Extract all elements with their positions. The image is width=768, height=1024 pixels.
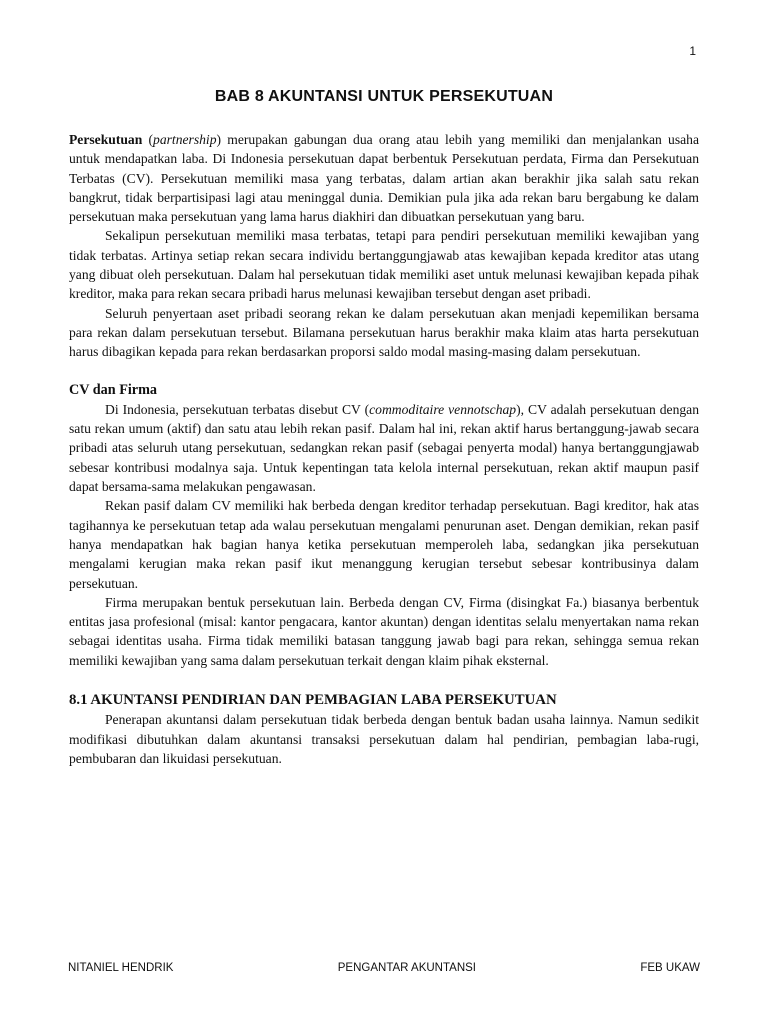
paragraph-2: Sekalipun persekutuan memiliki masa terbatas, tetapi para pendiri persekutuan memiliki kewajiban yang tidak terbatas. Artinya setiap rekan secara individu bertanggungjawab atas kewajiban kepada kreditor atas utang yang dibuat oleh persekutuan. Dalam hal persekutuan tidak memiliki aset untuk melunasi kewajiban kepada pihak kreditor, maka para rekan secara pribadi harus melunasi kewajiban tersebut dengan aset pribadi.: [69, 228, 699, 302]
chapter-title: BAB 8 AKUNTANSI UNTUK PERSEKUTUAN: [214, 88, 554, 105]
footer-course: PENGANTAR AKUNTANSI: [337, 962, 477, 974]
footer-author: NITANIEL HENDRIK: [68, 962, 174, 974]
paragraph-3: Seluruh penyertaan aset pribadi seorang rekan ke dalam persekutuan akan menjadi kepemilikan bersama para rekan dalam persekutuan tersebut. Bilamana persekutuan harus berakhir maka klaim atas harta persekutuan harus dibagikan kepada para rekan berdasarkan proporsi saldo modal masing-masing dalam persekutuan.: [69, 305, 699, 360]
document-body: [69, 130, 699, 768]
intro-paragraph: [69, 130, 699, 226]
intro-term-en: partnership: [153, 132, 217, 147]
section-8-1-paragraph: Penerapan akuntansi dalam persekutuan tidak berbeda dengan bentuk badan usaha lainnya. Namun sedikit modifikasi dibutuhkan dalam akuntansi transaksi persekutuan dalam hal pendirian, pembagian laba-rugi, pembubaran dan likuidasi persekutuan.: [69, 712, 699, 766]
cv-p1-a: Di Indonesia, persekutuan terbatas disebut CV (: [105, 401, 370, 417]
section-heading-8-1: 8.1 AKUNTANSI PENDIRIAN DAN PEMBAGIAN LABA PERSEKUTUAN: [69, 692, 557, 709]
cv-paragraph-1: [69, 400, 699, 496]
footer-institution: FEB UKAW: [640, 962, 700, 974]
intro-rest: ) merupakan gabungan dua orang atau lebih yang memiliki dan menjalankan usaha untuk mendapatkan laba. Di Indonesia persekutuan dapat berbentuk Persekutuan perdata, Firma dan Persekutuan Terbatas (CV). Persekutuan memiliki masa yang terbatas, dalam artian akan berakhir jika salah satu rekan bangkrut, tidak berpartisipasi lagi atau meninggal dunia. Demikian pula jika ada rekan baru bergabung ke dalam persekutuan maka persekutuan yang lama harus diakhiri dan dibuatkan persekutuan yang baru.: [69, 132, 699, 225]
page-footer: [68, 962, 700, 974]
cv-paragraph-3: Firma merupakan bentuk persekutuan lain. Berbeda dengan CV, Firma (disingkat Fa.) biasanya berbentuk entitas jasa profesional (misal: kantor pengacara, kantor akuntan) dengan identitas selalu menyertakan nama rekan sebagai identitas usaha. Firma tidak memiliki batasan tanggung jawab bagi para rekan, sehingga semua rekan memiliki kewajiban yang sama dalam persekutuan terkait dengan klaim pihak eksternal.: [69, 594, 699, 668]
cv-p1-b: ), CV adalah persekutuan dengan satu rekan umum (aktif) dan satu atau lebih rekan pasif. Dalam hal ini, rekan aktif harus bertanggung-jawab secara pribadi atas seluruh utang persekutuan, sedangkan rekan pasif (sebagai penyerta modal) hanya bertanggungjawab sebesar kontribusi modalnya saja. Untuk kepentingan tata kelola internal persekutuan, rekan aktif maupun pasif dapat bersama-sama melakukan pengawasan.: [69, 401, 700, 495]
cv-p1-italic: commoditaire vennotschap: [369, 401, 517, 417]
section-heading-cv-firma: CV dan Firma: [69, 381, 158, 398]
page-number: 1: [689, 44, 696, 58]
intro-open: (: [142, 132, 154, 147]
cv-paragraph-2: Rekan pasif dalam CV memiliki hak berbeda dengan kreditor terhadap persekutuan. Bagi kreditor, hak atas tagihannya ke persekutuan tetap ada walau persekutuan mengalami penurunan aset. Dengan demikian, rekan pasif hanya mendapatkan hak bagian hanya ketika persekutuan memperoleh laba, sedangkan jika persekutuan mengalami kerugian maka rekan pasif ikut menanggung kerugian tersebut sebesar kontribusinya dalam persekutuan.: [69, 498, 699, 591]
intro-term: Persekutuan: [69, 132, 143, 147]
